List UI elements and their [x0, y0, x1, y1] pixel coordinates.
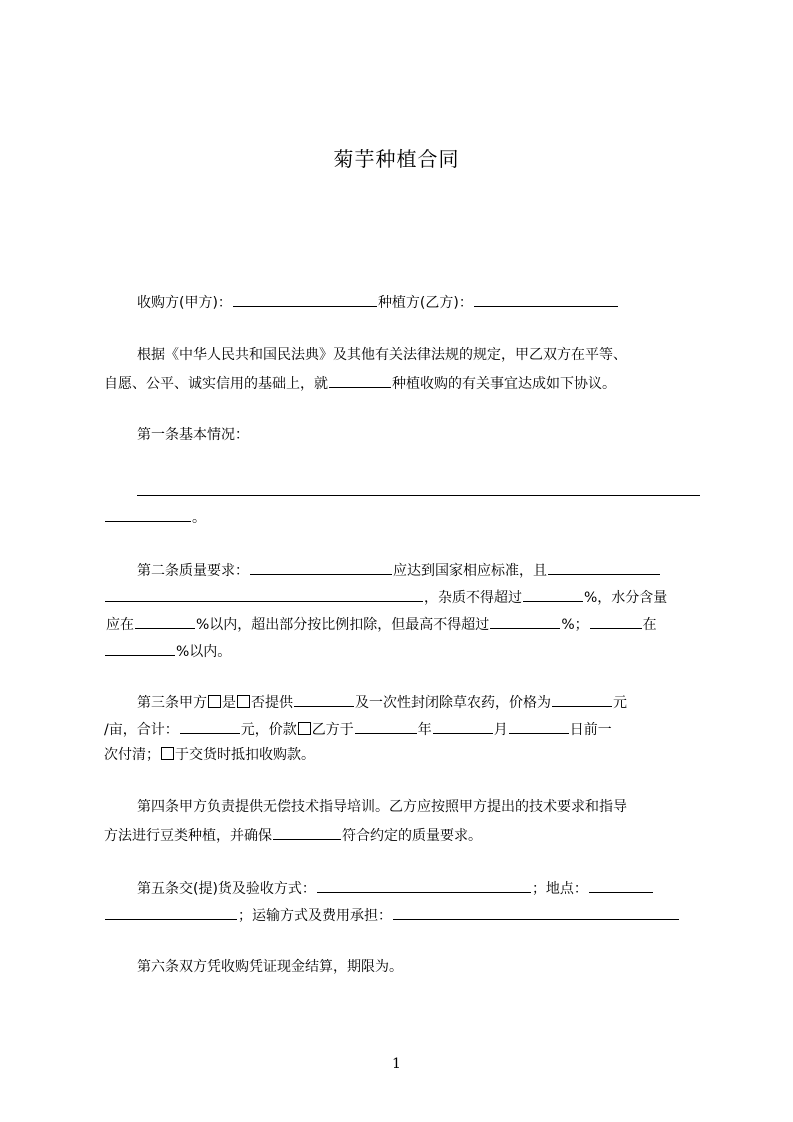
article5-line-1 — [137, 878, 654, 898]
article2-text-h: 在 — [642, 617, 657, 633]
article1-line-2 — [104, 507, 206, 527]
quality-item-blank[interactable] — [250, 560, 392, 575]
page-number: 1 — [392, 1056, 401, 1072]
buyer-label: 收购方(甲方)： — [137, 295, 232, 311]
payment-checkbox-1[interactable] — [298, 722, 311, 735]
article6-line: 第六条双方凭收购凭证现金结算，期限为。 — [137, 959, 403, 975]
buyer-blank[interactable] — [233, 292, 377, 307]
article3-text-k: 日前一 — [569, 722, 612, 738]
quality-extra-blank[interactable] — [548, 560, 660, 575]
month-blank[interactable] — [433, 719, 493, 734]
article1-blank-line-1[interactable] — [137, 495, 700, 496]
article3-text-f: /亩，合计： — [104, 722, 179, 738]
article4-line-1: 第四条甲方负责提供无偿技术指导培训。乙方应按照甲方提出的技术要求和指导 — [137, 799, 627, 815]
article2-text-d: %，水分含量 — [584, 590, 668, 606]
article3-text-l: 次付清； — [104, 747, 160, 763]
article3-text-m: 于交货时抵扣收购款。 — [175, 747, 315, 763]
other-item-blank[interactable] — [590, 614, 642, 629]
preamble-text-a: 自愿、公平、诚实信用的基础上，就 — [104, 376, 328, 392]
article3-text-c: 否提供 — [251, 695, 293, 711]
article3-line-2 — [104, 719, 612, 739]
article3-text-b: 是 — [222, 695, 236, 711]
article2-line-1 — [137, 560, 661, 580]
transport-cost-blank[interactable] — [393, 905, 679, 920]
article2-text-b: 应达到国家相应标准，且 — [393, 563, 547, 579]
location-blank-cont[interactable] — [105, 905, 237, 920]
year-blank[interactable] — [355, 719, 417, 734]
quality-extra-blank-cont[interactable] — [105, 587, 423, 602]
yes-checkbox[interactable] — [208, 695, 221, 708]
article2-line-4 — [104, 641, 231, 661]
article2-text-a: 第二条质量要求： — [137, 563, 249, 579]
document-title: 菊芋种植合同 — [333, 147, 460, 171]
delivery-method-blank[interactable] — [317, 878, 531, 893]
article5-text-b: ；地点： — [531, 881, 588, 897]
article3-line-3 — [104, 746, 315, 764]
article3-line-1 — [137, 692, 627, 712]
article1-end-mark: 。 — [192, 510, 206, 526]
article3-text-i: 年 — [417, 722, 432, 738]
grower-label: 种植方(乙方)： — [377, 295, 473, 311]
provided-item-blank[interactable] — [294, 692, 354, 707]
preamble-line-1: 根据《中华人民共和国民法典》及其他有关法律法规的规定，甲乙双方在平等、 — [137, 347, 627, 363]
article2-text-g: %； — [561, 617, 589, 633]
article2-line-3 — [106, 614, 657, 634]
article3-text-e: 元 — [613, 695, 627, 711]
crop-blank[interactable] — [329, 373, 391, 388]
article3-text-g: 元，价款 — [240, 722, 297, 738]
no-checkbox[interactable] — [237, 695, 250, 708]
day-blank[interactable] — [509, 719, 569, 734]
article2-text-c: ，杂质不得超过 — [424, 590, 522, 606]
article5-text-a: 第五条交(提)货及验收方式： — [137, 881, 316, 897]
article3-text-d: 及一次性封闭除草农药，价格为 — [355, 695, 551, 711]
article1-heading: 第一条基本情况： — [137, 427, 249, 443]
article4-line-2 — [104, 825, 482, 845]
payment-checkbox-2[interactable] — [161, 747, 174, 760]
article4-text-b: 符合约定的质量要求。 — [342, 828, 482, 844]
article1-blank-line-2[interactable] — [105, 507, 191, 522]
article2-line-2 — [104, 587, 667, 607]
preamble-line-2 — [104, 373, 616, 393]
quality-subject-blank[interactable] — [273, 825, 341, 840]
article5-line-2 — [104, 905, 680, 925]
article2-text-i: %以内。 — [176, 644, 232, 660]
article4-text-a: 方法进行豆类种植，并确保 — [104, 828, 272, 844]
article2-text-e: 应在 — [106, 617, 134, 633]
impurity-percent-blank[interactable] — [523, 587, 583, 602]
moisture-percent-blank[interactable] — [135, 614, 195, 629]
article3-text-j: 月 — [493, 722, 508, 738]
price-blank[interactable] — [552, 692, 612, 707]
grower-blank[interactable] — [474, 292, 618, 307]
total-blank[interactable] — [180, 719, 240, 734]
article5-text-c: ；运输方式及费用承担： — [238, 908, 392, 924]
max-percent-blank[interactable] — [490, 614, 560, 629]
article3-text-a: 第三条甲方 — [137, 695, 207, 711]
parties-line — [137, 292, 619, 312]
other-percent-blank[interactable] — [105, 641, 175, 656]
location-blank[interactable] — [589, 878, 653, 893]
preamble-text-b: 种植收购的有关事宜达成如下协议。 — [392, 376, 616, 392]
article3-text-h: 乙方于 — [311, 722, 354, 738]
article2-text-f: %以内，超出部分按比例扣除，但最高不得超过 — [196, 617, 490, 633]
